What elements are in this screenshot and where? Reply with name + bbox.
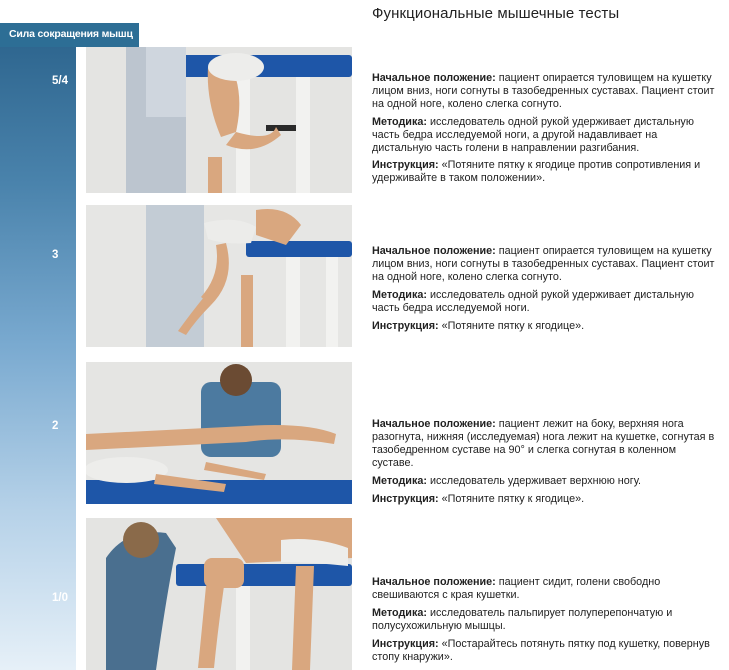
paragraph-text: пациент опирается туловищем на кушетку лицом вниз, ноги согнуты в тазобедренных суставах. Пациент стоит на одной ноге, колено слегка согнуто. — [372, 245, 715, 283]
start-position-paragraph — [372, 576, 716, 602]
test-description-grade-2 — [372, 418, 716, 510]
paragraph-text: исследователь одной рукой удерживает дистальную часть бедра исследуемой ноги. — [372, 288, 694, 314]
paragraph-text: «Постарайтесь потянуть пятку под кушетку, повернув стопу кнаружи». — [372, 637, 710, 663]
paragraph-text: «Потяните пятку к ягодице». — [438, 319, 585, 332]
paragraph-label: Инструкция: — [372, 492, 439, 505]
test-description-grade-1-0 — [372, 576, 716, 668]
test-description-grade-3 — [372, 245, 716, 337]
page-title: Функциональные мышечные тесты — [372, 5, 620, 22]
method-paragraph — [372, 475, 716, 488]
paragraph-text: пациент опирается туловищем на кушетку лицом вниз, ноги согнуты в тазобедренных суставах. Пациент стоит на одной ноге, колено слегка согнуто. — [372, 72, 715, 110]
grade-column-header: Сила сокращения мышц — [0, 23, 139, 47]
grade-label: 3 — [52, 249, 59, 261]
paragraph-label: Начальное положение: — [372, 576, 496, 588]
paragraph-label: Методика: — [372, 288, 427, 301]
instruction-paragraph — [372, 159, 716, 185]
paragraph-label: Начальное положение: — [372, 418, 496, 430]
photo-knee-flexion-standing-resisted — [86, 47, 352, 193]
method-paragraph — [372, 116, 716, 155]
grade-column-bar — [0, 47, 76, 670]
grade-label: 1/0 — [52, 592, 68, 604]
paragraph-text: исследователь одной рукой удерживает дистальную часть бедра исследуемой ноги, а другой надавливает на дистальную часть голени в направлении разгибания. — [372, 115, 694, 154]
start-position-paragraph — [372, 245, 716, 284]
paragraph-label: Методика: — [372, 606, 427, 619]
paragraph-text: «Потяните пятку к ягодице против сопротивления и удерживайте в таком положении». — [372, 159, 701, 185]
start-position-paragraph — [372, 72, 716, 111]
photo-knee-flexion-sitting-palpation — [86, 518, 352, 670]
paragraph-label: Инструкция: — [372, 159, 439, 172]
photo-knee-flexion-standing — [86, 205, 352, 347]
paragraph-label: Инструкция: — [372, 319, 439, 332]
instruction-paragraph — [372, 493, 716, 506]
grade-label: 5/4 — [52, 75, 68, 87]
method-paragraph — [372, 607, 716, 633]
instruction-paragraph — [372, 638, 716, 664]
test-description-grade-5-4 — [372, 72, 716, 190]
instruction-paragraph — [372, 320, 716, 333]
method-paragraph — [372, 289, 716, 315]
paragraph-label: Начальное положение: — [372, 245, 496, 257]
paragraph-text: «Потяните пятку к ягодице». — [438, 492, 585, 505]
paragraph-label: Инструкция: — [372, 637, 439, 650]
paragraph-text: исследователь пальпирует полуперепончатую и полусухожильную мышцы. — [372, 606, 673, 632]
paragraph-text: пациент лежит на боку, верхняя нога разогнута, нижняя (исследуемая) нога лежит на кушетке, согнутая в тазобедренном суставе на 90° и слегка согнутая в коленном суставе. — [372, 418, 715, 469]
paragraph-label: Начальное положение: — [372, 72, 496, 84]
photo-knee-flexion-side-lying — [86, 362, 352, 504]
grade-label: 2 — [52, 420, 59, 432]
paragraph-label: Методика: — [372, 474, 427, 487]
paragraph-text: исследователь удерживает верхнюю ногу. — [426, 474, 642, 487]
start-position-paragraph — [372, 418, 716, 470]
paragraph-text: пациент сидит, голени свободно свешиваются с края кушетки. — [372, 576, 661, 601]
paragraph-label: Методика: — [372, 115, 427, 128]
